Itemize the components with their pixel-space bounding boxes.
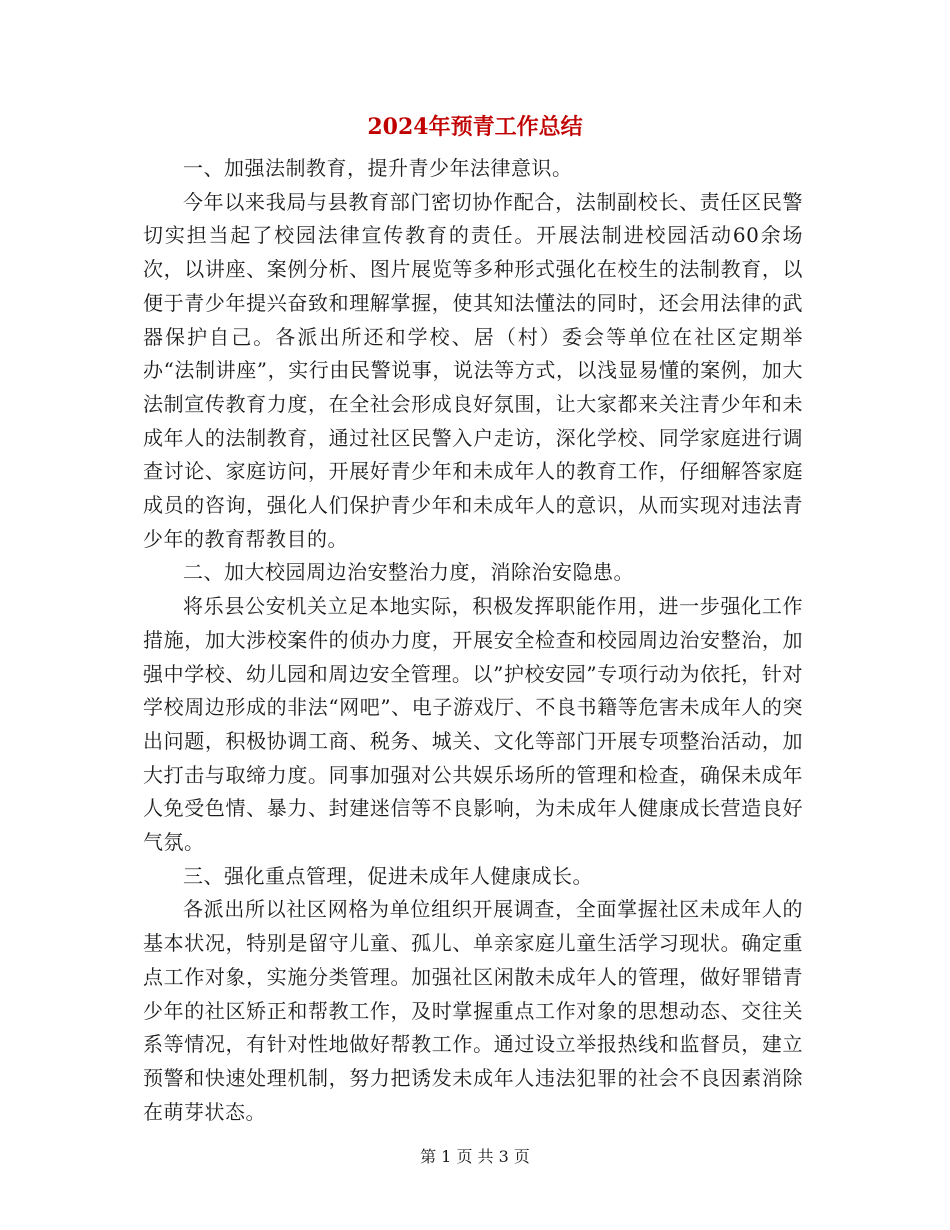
- section-heading-3: 三、强化重点管理，促进未成年人健康成长。: [183, 863, 593, 888]
- section-heading-2: 二、加大校园周边治安整治力度，消除治安隐患。: [183, 560, 634, 585]
- document-title: 2024年预青工作总结: [367, 114, 583, 140]
- page-number-footer: 第 1 页 共 3 页: [420, 1147, 530, 1166]
- body-paragraph-1: 今年以来我局与县教育部门密切协作配合，法制副校长、责任区民警切实担当起了校园法律宣传教育的责任。开展法制进校园活动60余场次，以讲座、案例分析、图片展览等多种形式强化在校生的法制教育，以便于青少年提兴奋致和理解掌握，使其知法懂法的同时，还会用法律的武器保护自己。各派出所还和学校、居（村）委会等单位在社区定期举办“法制讲座”，实行由民警说事，说法等方式，以浅显易懂的案例，加大法制宣传教育力度，在全社会形成良好氛围，让大家都来关注青少年和未成年人的法制教育，通过社区民警入户走访，深化学校、同学家庭进行调查讨论、家庭访问，开展好青少年和未成年人的教育工作，仔细解答家庭成员的咨询，强化人们保护青少年和未成年人的意识，从而实现对违法青少年的教育帮教目的。: [143, 189, 803, 551]
- body-paragraph-2: 将乐县公安机关立足本地实际，积极发挥职能作用，进一步强化工作措施，加大涉校案件的侦办力度，开展安全检查和校园周边治安整治，加强中学校、幼儿园和周边安全管理。以”护校安园”专项行动为依托，针对学校周边形成的非法“网吧”、电子游戏厅、不良书籍等危害未成年人的突出问题，积极协调工商、税务、城关、文化等部门开展专项整治活动，加大打击与取缔力度。同事加强对公共娱乐场所的管理和检查，确保未成年人免受色情、暴力、封建迷信等不良影响，为未成年人健康成长营造良好气氛。: [143, 594, 803, 855]
- document-body: [143, 152, 803, 1129]
- section-heading-1: 一、加强法制教育，提升青少年法律意识。: [183, 156, 573, 180]
- body-paragraph-3: 各派出所以社区网格为单位组织开展调查，全面掌握社区未成年人的基本状况，特别是留守儿童、孤儿、单亲家庭儿童生活学习现状。确定重点工作对象，实施分类管理。加强社区闲散未成年人的管理，做好罪错青少年的社区矫正和帮教工作，及时掌握重点工作对象的思想动态、交往关系等情况，有针对性地做好帮教工作。通过设立举报热线和监督员，建立预警和快速处理机制，努力把诱发未成年人违法犯罪的社会不良因素消除在萌芽状态。: [143, 897, 803, 1124]
